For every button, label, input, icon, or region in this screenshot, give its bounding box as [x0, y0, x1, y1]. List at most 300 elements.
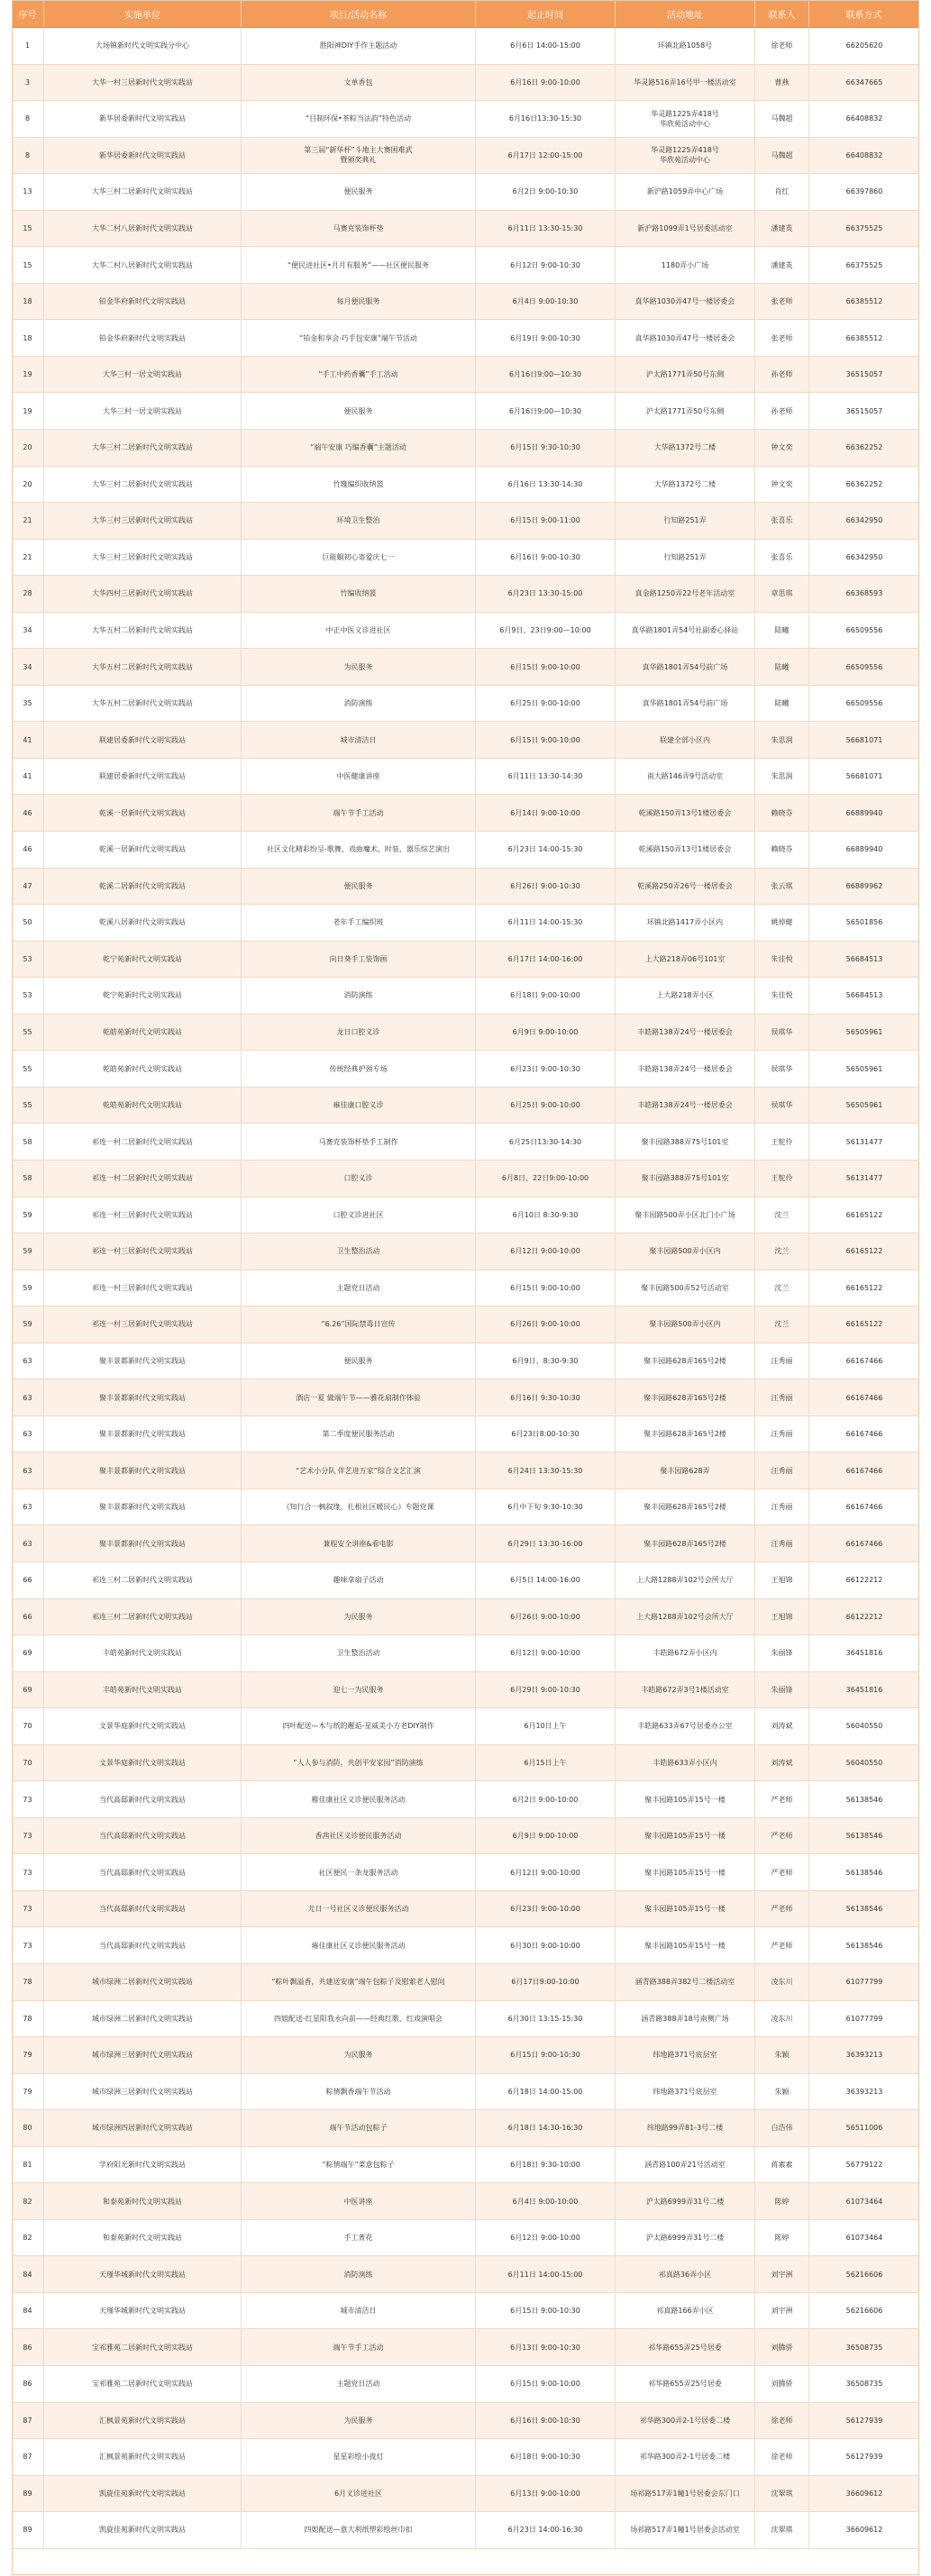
phone-cell: 66889962	[845, 881, 883, 890]
activity-cell: 尤日一号社区义诊便民服务活动	[242, 1891, 476, 1927]
contact-cell: 姚倬健	[755, 905, 809, 941]
serial-cell: 63	[12, 1343, 44, 1379]
contact-cell: 曹燕	[755, 65, 809, 101]
table-row	[12, 1891, 919, 1928]
unit-cell: 当代高邸新时代文明实践站	[44, 1927, 242, 1963]
serial-cell: 18	[12, 320, 44, 356]
phone-cell: 66122212	[845, 1612, 883, 1621]
address-cell: 大华路1372号二楼	[616, 430, 755, 466]
phone-cell: 66368593	[845, 589, 883, 598]
contact-cell: 陆曦	[755, 613, 809, 649]
phone-cell: 36515057	[845, 370, 883, 379]
contact-cell: 赖晓芬	[755, 795, 809, 831]
unit-cell: 大华三村一居文明实践站	[44, 357, 242, 393]
unit-cell: 祁连一村三居新时代文明实践站	[44, 1270, 242, 1306]
activity-cell: “端午安康 巧编香囊”主题活动	[242, 430, 476, 466]
time-cell: 6月9日、8:30-9:30	[476, 1343, 616, 1379]
contact-cell: 汪秀丽	[755, 1489, 809, 1525]
table-row	[12, 869, 919, 906]
activity-cell: 主题党日活动	[242, 1270, 476, 1306]
unit-cell: 汇枫景苑新时代文明实践站	[44, 2439, 242, 2475]
time-cell: 6月17日 12:00-15:00	[476, 138, 616, 174]
phone-cell: 36393213	[845, 2051, 883, 2060]
table-row	[12, 247, 919, 284]
phone-cell: 61073464	[845, 2234, 883, 2243]
time-cell: 6月4日 9:00-10:00	[476, 2183, 616, 2219]
contact-cell: 徐老师	[755, 2403, 809, 2439]
activity-cell: 雍佳康社区义诊便民服务活动	[242, 1927, 476, 1963]
address-cell: 祁华路300弄2-1号居委二楼	[616, 2439, 755, 2475]
address-cell: 聚丰园路105弄15号一楼	[616, 1927, 755, 1963]
serial-cell: 63	[12, 1379, 44, 1415]
address-cell: 丰皓路138弄24号一楼居委会	[616, 1051, 755, 1087]
activity-cell: 星星彩绘小夜灯	[242, 2439, 476, 2475]
phone-cell: 66165122	[845, 1283, 883, 1292]
serial-cell: 82	[12, 2183, 44, 2219]
contact-cell: 凌东川	[755, 2001, 809, 2037]
phone-cell: 56138546	[845, 1795, 883, 1804]
activity-cell: “人人参与消防，共创平安家园”消防演练	[242, 1745, 476, 1781]
table-row	[12, 503, 919, 540]
address-cell: 真华路1801弄54号前广场	[616, 686, 755, 722]
table-row	[12, 467, 919, 504]
phone-cell: 56040550	[845, 1722, 883, 1731]
unit-cell: 乾皓苑新时代文明实践站	[44, 1015, 242, 1051]
address-cell: 丰皓路138弄24号一楼居委会	[616, 1088, 755, 1124]
phone-cell: 56127939	[845, 2453, 883, 2462]
time-cell: 6月15日 9:00-10:00	[476, 649, 616, 685]
unit-cell: 聚丰景都新时代文明实践站	[44, 1416, 242, 1452]
serial-cell: 89	[12, 2476, 44, 2512]
address-cell: 纬地路371号底层室	[616, 2037, 755, 2073]
serial-cell: 20	[12, 467, 44, 503]
unit-cell: 大华五村二居新时代文明实践站	[44, 613, 242, 649]
time-cell: 6月中下旬 9:30-10:30	[476, 1489, 616, 1525]
contact-cell: 张老师	[755, 284, 809, 320]
phone-cell: 56684513	[845, 954, 883, 963]
activity-cell: 粽情飘香端午节活动	[242, 2074, 476, 2110]
phone-cell: 66509556	[845, 699, 883, 708]
table-row	[12, 1343, 919, 1380]
unit-cell: 当代高邸新时代文明实践站	[44, 1818, 242, 1854]
unit-cell: 乾宁苑新时代文明实践站	[44, 942, 242, 978]
time-cell: 6月9日 9:00-10:00	[476, 1015, 616, 1051]
table-row	[12, 138, 919, 175]
activity-cell: 竹篾编织收纳篮	[242, 467, 476, 503]
activity-cell: “铂金和享会·巧手包安康”端午节活动	[242, 320, 476, 356]
activity-cell: 为民服务	[242, 2037, 476, 2073]
table-body	[12, 28, 919, 2549]
address-cell: 聚丰园路500弄52号活动室	[616, 1270, 755, 1306]
table-row	[12, 393, 919, 430]
unit-cell: 天瑾华城新时代文明实践站	[44, 2293, 242, 2329]
serial-cell: 46	[12, 832, 44, 868]
header-time: 起止时间	[476, 0, 616, 27]
serial-cell: 84	[12, 2293, 44, 2329]
serial-cell: 87	[12, 2403, 44, 2439]
table-row	[12, 1379, 919, 1416]
phone-cell: 56779122	[845, 2160, 883, 2169]
contact-cell: 沈兰	[755, 1270, 809, 1306]
unit-cell: 凯旋佳苑新时代文明实践站	[44, 2512, 242, 2548]
phone-cell: 36451816	[845, 1685, 883, 1694]
table-row	[12, 1489, 919, 1526]
contact-cell: 马魏超	[755, 138, 809, 174]
unit-cell: 乾溪二居新时代文明实践站	[44, 869, 242, 905]
serial-cell: 69	[12, 1635, 44, 1671]
address-cell: 行知路251弄	[616, 540, 755, 576]
phone-cell: 56505961	[845, 1064, 883, 1073]
phone-cell: 66362252	[845, 479, 883, 488]
activity-cell: 端午节手工活动	[242, 2329, 476, 2365]
address-cell: 乾溪路150弄13号1楼居委会	[616, 832, 755, 868]
activity-cell: 老年手工编织班	[242, 905, 476, 941]
time-cell: 6月4日 9:00-10:30	[476, 284, 616, 320]
phone-cell: 66889940	[845, 808, 883, 817]
table-row	[12, 174, 919, 211]
serial-cell: 82	[12, 2220, 44, 2256]
table-row	[12, 2074, 919, 2111]
address-cell: 真华路1030弄47号一楼居委会	[616, 320, 755, 356]
activity-cell: 稚佳康社区义诊便民服务活动	[242, 1781, 476, 1817]
table-row	[12, 1233, 919, 1270]
unit-cell: 大华三村二居新时代文明实践站	[44, 174, 242, 210]
activity-cell: 社区文化精彩纷呈-歌舞、戏曲魔术、时装、器乐综艺演出	[242, 832, 476, 868]
phone-cell: 66165122	[845, 1210, 883, 1219]
address-cell: 聚丰园路105弄15号一楼	[616, 1781, 755, 1817]
phone-cell: 66165122	[845, 1247, 883, 1256]
serial-cell: 84	[12, 2256, 44, 2292]
address-cell: 丰皓路672弄3号1楼活动室	[616, 1672, 755, 1708]
serial-cell: 81	[12, 2147, 44, 2183]
unit-cell: 铂金华府新时代文明实践站	[44, 284, 242, 320]
time-cell: 6月16日 9:00-10:30	[476, 540, 616, 576]
activity-cell: 为民服务	[242, 1599, 476, 1635]
time-cell: 6月13日 9:00-10:00	[476, 2476, 616, 2512]
phone-cell: 56138546	[845, 1905, 883, 1914]
address-cell: 新沪路1099弄1号居委活动室	[616, 211, 755, 247]
time-cell: 6月16日 9:00-10:30	[476, 2403, 616, 2439]
table-row	[12, 1708, 919, 1745]
phone-cell: 66385512	[845, 333, 883, 342]
contact-cell: 严老师	[755, 1854, 809, 1890]
contact-cell: 张云琪	[755, 869, 809, 905]
table-row	[12, 576, 919, 613]
serial-cell: 8	[12, 138, 44, 174]
activity-cell: 竹编收纳篮	[242, 576, 476, 612]
table-row	[12, 1416, 919, 1453]
address-cell: 涵青路100弄21号活动室	[616, 2147, 755, 2183]
activity-cell: 巨能蜗初心寄爱庆七一	[242, 540, 476, 576]
serial-cell: 69	[12, 1672, 44, 1708]
table-row	[12, 1525, 919, 1562]
unit-cell: 当代高邸新时代文明实践站	[44, 1854, 242, 1890]
phone-cell: 56040550	[845, 1758, 883, 1767]
contact-cell: 钟文奕	[755, 467, 809, 503]
table-row	[12, 1124, 919, 1161]
serial-cell: 13	[12, 174, 44, 210]
serial-cell: 18	[12, 284, 44, 320]
phone-cell: 66167466	[845, 1466, 883, 1475]
time-cell: 6月16日9:00—10:30	[476, 393, 616, 429]
table-row	[12, 2293, 919, 2330]
table-row	[12, 1927, 919, 1964]
serial-cell: 63	[12, 1452, 44, 1488]
unit-cell: 乾溪八居新时代文明实践站	[44, 905, 242, 941]
table-row	[12, 1562, 919, 1599]
time-cell: 6月23日 14:00-15:30	[476, 832, 616, 868]
contact-cell: 刘宇洲	[755, 2256, 809, 2292]
contact-cell: 张喜乐	[755, 503, 809, 539]
activity-cell: 6月义诊进社区	[242, 2476, 476, 2512]
unit-cell: 祁连一村三居新时代文明实践站	[44, 1233, 242, 1270]
table-row	[12, 540, 919, 577]
phone-cell: 66375525	[845, 260, 883, 269]
contact-cell: 沈兰	[755, 1233, 809, 1270]
activity-cell: 中医健康讲座	[242, 759, 476, 795]
time-cell: 6月25日13:30-14:30	[476, 1124, 616, 1160]
unit-cell: 城市绿洲三居新时代文明实践站	[44, 2037, 242, 2073]
unit-cell: 宝祁雅苑二居新时代文明实践站	[44, 2329, 242, 2365]
table-row	[12, 2366, 919, 2403]
table-row	[12, 1197, 919, 1234]
contact-cell: 陈婷	[755, 2183, 809, 2219]
phone-cell: 36508735	[845, 2380, 883, 2389]
address-cell: 乾溪路150弄13号1楼居委会	[616, 795, 755, 831]
address-cell: 祁真路166弄小区	[616, 2293, 755, 2329]
serial-cell: 86	[12, 2329, 44, 2365]
time-cell: 6月16日9:00—10:30	[476, 357, 616, 393]
time-cell: 6月12日 9:00-10:00	[476, 2220, 616, 2256]
time-cell: 6月15日 9:00-10:00	[476, 722, 616, 758]
phone-cell: 36609612	[845, 2526, 883, 2535]
address-cell: 祁真路36弄小区	[616, 2256, 755, 2292]
phone-cell: 36515057	[845, 406, 883, 415]
contact-cell: 陆曦	[755, 649, 809, 685]
table-row	[12, 2512, 919, 2549]
address-cell: 真金路1250弄22号老年活动室	[616, 576, 755, 612]
time-cell: 6月16日 9:00-10:00	[476, 65, 616, 101]
unit-cell: 大华一村三居新时代文明实践站	[44, 65, 242, 101]
time-cell: 6月15日 9:00-10:30	[476, 2037, 616, 2073]
unit-cell: 大华三村三居新时代文明实践站	[44, 540, 242, 576]
contact-cell: 严老师	[755, 1781, 809, 1817]
address-cell: 华灵路1225弄418号 华欣苑活动中心	[616, 138, 755, 174]
unit-cell: 乾皓苑新时代文明实践站	[44, 1088, 242, 1124]
phone-cell: 56511006	[845, 2124, 883, 2133]
address-cell: 丰皓路138弄24号一楼居委会	[616, 1015, 755, 1051]
time-cell: 6月30日 13:15-15:30	[476, 2001, 616, 2037]
table-row	[12, 759, 919, 796]
table-row	[12, 1745, 919, 1782]
serial-cell: 59	[12, 1233, 44, 1270]
phone-cell: 61077799	[845, 1978, 883, 1987]
activity-cell: 《知行合一枫叙缘，扎根社区暖民心》专题党课	[242, 1489, 476, 1525]
unit-cell: 当代高邸新时代文明实践站	[44, 1781, 242, 1817]
phone-cell: 56684513	[845, 991, 883, 1000]
contact-cell: 朱颖	[755, 2074, 809, 2110]
contact-cell: 朱佳悦	[755, 978, 809, 1014]
contact-cell: 朱丽锋	[755, 1672, 809, 1708]
address-cell: 场祁路517弄1幢1号居委会活动室	[616, 2512, 755, 2548]
time-cell: 6月12日 9:00-10:30	[476, 247, 616, 283]
table-row	[12, 1306, 919, 1343]
activity-cell: 四姐配送—意大利纸塑彩绘丝巾扣	[242, 2512, 476, 2548]
contact-cell: 刘涛斌	[755, 1708, 809, 1744]
activity-cell: 迎七一为民服务	[242, 1672, 476, 1708]
time-cell: 6月15日 9:00-10:00	[476, 1270, 616, 1306]
table-row	[12, 2220, 919, 2257]
time-cell: 6月18日 9:00-10:30	[476, 2439, 616, 2475]
activity-cell: 第二季度便民服务活动	[242, 1416, 476, 1452]
serial-cell: 55	[12, 1015, 44, 1051]
contact-cell: 潘建英	[755, 211, 809, 247]
address-cell: 真华路1801弄54号前广场	[616, 649, 755, 685]
phone-cell: 66167466	[845, 1356, 883, 1365]
activity-cell: 为民服务	[242, 649, 476, 685]
serial-cell: 21	[12, 503, 44, 539]
phone-cell: 66385512	[845, 297, 883, 306]
phone-cell: 56681071	[845, 735, 883, 744]
header-contact: 联系人	[755, 0, 809, 27]
phone-cell: 66347665	[845, 77, 883, 86]
table-row	[12, 357, 919, 394]
activity-cell: 雍佳康口腔义诊	[242, 1088, 476, 1124]
table-row	[12, 28, 919, 65]
serial-cell: 34	[12, 649, 44, 685]
contact-cell: 汪秀丽	[755, 1452, 809, 1488]
unit-cell: 城市绿洲二居新时代文明实践站	[44, 1964, 242, 2000]
time-cell: 6月23日 13:30-15:00	[476, 576, 616, 612]
serial-cell: 19	[12, 357, 44, 393]
activity-cell: 趣味拿扇子活动	[242, 1562, 476, 1598]
contact-cell: 严老师	[755, 1927, 809, 1963]
serial-cell: 59	[12, 1270, 44, 1306]
serial-cell: 41	[12, 722, 44, 758]
time-cell: 6月12日 9:00-10:00	[476, 1854, 616, 1890]
serial-cell: 70	[12, 1745, 44, 1781]
address-cell: 新沪路1059弄中心广场	[616, 174, 755, 210]
phone-cell: 66205620	[845, 41, 883, 50]
phone-cell: 56127939	[845, 2416, 883, 2425]
header-serial: 序号	[12, 0, 44, 27]
activity-cell: 便民服务	[242, 1343, 476, 1379]
phone-cell: 56505961	[845, 1028, 883, 1037]
phone-cell: 61073464	[845, 2197, 883, 2206]
serial-cell: 63	[12, 1525, 44, 1561]
phone-cell: 66167466	[845, 1393, 883, 1402]
serial-cell: 41	[12, 759, 44, 795]
table-row	[12, 2476, 919, 2513]
address-cell: 真华路1030弄47号一楼居委会	[616, 284, 755, 320]
activity-cell: 便民服务	[242, 174, 476, 210]
activity-cell: 香茜社区义诊便民服务活动	[242, 1818, 476, 1854]
activity-cell: 卫生整治活动	[242, 1233, 476, 1270]
activity-cell: 四姐配送-红星阳我永向前——经典红歌、红戏演唱会	[242, 2001, 476, 2037]
contact-cell: 蒋素素	[755, 2147, 809, 2183]
phone-cell: 66342950	[845, 516, 883, 525]
activity-cell: 手工菁花	[242, 2220, 476, 2256]
time-cell: 6月5日 14:00-16:00	[476, 1562, 616, 1598]
activity-cell: 胜阳神DIY手作主题活动	[242, 28, 476, 64]
address-cell: 聚丰园路388弄75号101室	[616, 1124, 755, 1160]
table-row	[12, 1964, 919, 2001]
serial-cell: 73	[12, 1891, 44, 1927]
activity-cell: 中医讲座	[242, 2183, 476, 2219]
address-cell: 环镇北路1058号	[616, 28, 755, 64]
time-cell: 6月26日 9:00-10:00	[476, 1306, 616, 1343]
serial-cell: 59	[12, 1306, 44, 1343]
activity-cell: 口腔义诊进社区	[242, 1197, 476, 1233]
address-cell: 聚丰园路500弄小区内	[616, 1233, 755, 1270]
contact-cell: 朱颖	[755, 2037, 809, 2073]
activity-cell: 中正中医义诊进社区	[242, 613, 476, 649]
address-cell: 祁华路655弄25号居委	[616, 2366, 755, 2402]
table-row	[12, 1781, 919, 1818]
activity-cell: 城市清洁日	[242, 722, 476, 758]
unit-cell: 祁连三村二居新时代文明实践站	[44, 1562, 242, 1598]
serial-cell: 73	[12, 1927, 44, 1963]
unit-cell: 聚丰景都新时代文明实践站	[44, 1379, 242, 1415]
time-cell: 6月2日 9:00-10:00	[476, 1781, 616, 1817]
table-row	[12, 613, 919, 650]
table-row	[12, 1051, 919, 1088]
serial-cell: 73	[12, 1854, 44, 1890]
unit-cell: 祁连一村二居新时代文明实践站	[44, 1124, 242, 1160]
table-row	[12, 65, 919, 102]
time-cell: 6月17日9:00-10:00	[476, 1964, 616, 2000]
activity-cell: 卫生整治活动	[242, 1635, 476, 1671]
contact-cell: 朱思润	[755, 759, 809, 795]
header-unit: 实施单位	[44, 0, 242, 27]
serial-cell: 59	[12, 1197, 44, 1233]
unit-cell: 乾溪一居新时代文明实践站	[44, 795, 242, 831]
activity-cell: 为民服务	[242, 2403, 476, 2439]
unit-cell: 联建居委新时代文明实践站	[44, 759, 242, 795]
activity-cell: 兼程安全讲座&看电影	[242, 1525, 476, 1561]
time-cell: 6月14日 9:00-10:00	[476, 795, 616, 831]
address-cell: 沪太路6999弄31号二楼	[616, 2220, 755, 2256]
activity-cell: “便民进社区•月月有服务”——社区便民服务	[242, 247, 476, 283]
address-cell: 涵青路388弄18号南侧广场	[616, 2001, 755, 2037]
address-cell: 聚丰园路105弄15号一楼	[616, 1854, 755, 1890]
address-cell: 沪太路1771弄50号东侧	[616, 393, 755, 429]
unit-cell: 聚丰景都新时代文明实践站	[44, 1489, 242, 1525]
unit-cell: 大华三村二居新时代文明实践站	[44, 430, 242, 466]
phone-cell: 66167466	[845, 1430, 883, 1439]
activity-cell: 环境卫生整治	[242, 503, 476, 539]
phone-cell: 56216606	[845, 2270, 883, 2279]
table-row	[12, 320, 919, 357]
time-cell: 6月13日 9:00-10:30	[476, 2329, 616, 2365]
activity-cell: 四叶配送—木与纸的邂逅-星威美小方老DIY制作	[242, 1708, 476, 1744]
time-cell: 6月16日 9:30-10:30	[476, 1379, 616, 1415]
contact-cell: 章思琪	[755, 576, 809, 612]
phone-cell: 66165122	[845, 1320, 883, 1329]
time-cell: 6月9日 9:00-10:00	[476, 1818, 616, 1854]
header-phone: 联系方式	[809, 0, 919, 27]
unit-cell: 文景华庭新时代文明实践站	[44, 1745, 242, 1781]
time-cell: 6月23日 14:00-16:30	[476, 2512, 616, 2548]
time-cell: 6月10日上午	[476, 1708, 616, 1744]
address-cell: 上大路218弄小区	[616, 978, 755, 1014]
serial-cell: 63	[12, 1416, 44, 1452]
time-cell: 6月29日 9:00-10:30	[476, 1672, 616, 1708]
address-cell: 南大路146弄9号活动室	[616, 759, 755, 795]
phone-cell: 66408832	[845, 150, 883, 159]
serial-cell: 53	[12, 942, 44, 978]
table-row	[12, 284, 919, 321]
